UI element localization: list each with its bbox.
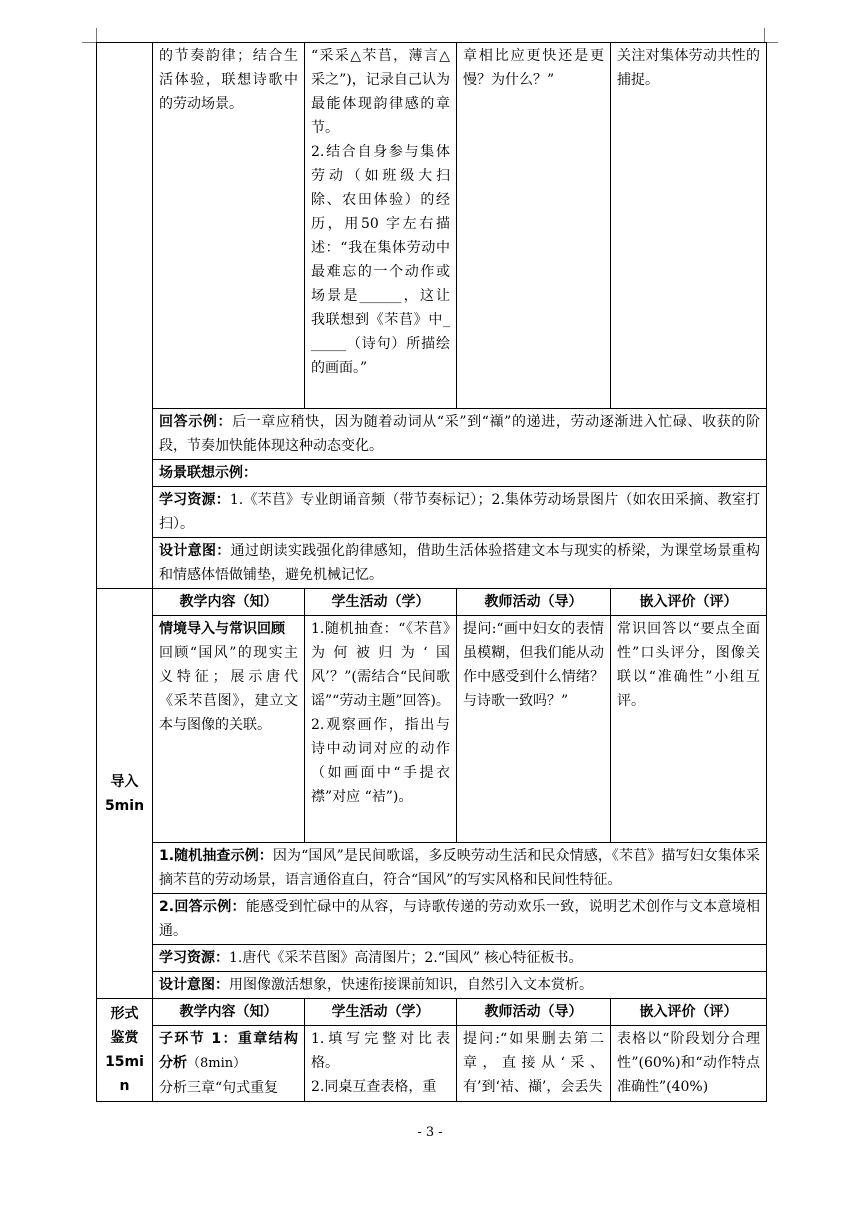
design-intent-cell bbox=[153, 538, 767, 589]
table-row bbox=[97, 843, 767, 894]
content-text: 回顾“国风”的现实主义特征；展示唐代《采芣苢图》，建立文本与图像的关联。 bbox=[159, 645, 298, 733]
resources-text: 1.唐代《采芣苢图》高清图片；2.“国风” 核心特征板书。 bbox=[229, 950, 583, 966]
header-student: 学生活动（学） bbox=[305, 589, 457, 616]
answer-example-cell bbox=[153, 894, 767, 945]
scene-example-label: 场景联想示例： bbox=[159, 465, 257, 481]
teacher-activity-text: 提问:“如果删去第二章，直接从‘采、有’到‘袺、襭’，会丢失 bbox=[463, 1031, 604, 1095]
header-content: 教学内容（知） bbox=[153, 999, 305, 1026]
stage-line-2: 鉴赏 bbox=[110, 1030, 139, 1046]
content-title: 情境导入与常识回顾 bbox=[159, 621, 285, 637]
design-intent-label: 设计意图： bbox=[159, 977, 229, 993]
resources-label: 学习资源： bbox=[159, 492, 230, 508]
answer-example-text: 能感受到忙碌中的从容，与诗歌传递的劳动欢乐一致，说明艺术创作与文本意境相通。 bbox=[159, 899, 761, 939]
evaluation-cell bbox=[611, 1026, 767, 1102]
content-text: 的节奏韵律；结合生活体验，联想诗歌中的劳动场景。 bbox=[159, 48, 298, 112]
resources-cell bbox=[153, 487, 767, 538]
evaluation-text: 常识回答以“要点全面性”口头评分，图像关联以“准确性”小组互评。 bbox=[617, 621, 760, 709]
content-cell bbox=[153, 43, 305, 409]
content-text: 分析三章“句式重复 bbox=[159, 1080, 279, 1096]
content-cell bbox=[153, 616, 305, 843]
stage-name: 导入 bbox=[110, 773, 139, 790]
content-time: （8min） bbox=[187, 1056, 247, 1071]
header-evaluation: 嵌入评价（评） bbox=[611, 999, 767, 1026]
lesson-plan-table bbox=[96, 42, 767, 1102]
student-activity-cell bbox=[305, 1026, 457, 1102]
resources-cell bbox=[153, 945, 767, 972]
table-row bbox=[97, 43, 767, 409]
header-evaluation: 嵌入评价（评） bbox=[611, 589, 767, 616]
resources-text: 1.《芣苢》专业朗诵音频（带节奏标记）；2.集体劳动场景图片（如农田采摘、教室打扫）。 bbox=[159, 492, 760, 532]
scene-example-cell bbox=[153, 460, 767, 487]
student-activity-1: “采采△芣苢，薄言△采之”)，记录自己认为最能体现韵律感的章节。 bbox=[311, 48, 450, 136]
answer-example-cell bbox=[153, 409, 767, 460]
evaluation-cell bbox=[611, 43, 767, 409]
header-teacher: 教师活动（导） bbox=[457, 999, 611, 1026]
stage-cell-empty bbox=[97, 43, 153, 589]
random-check-label: 1.随机抽查示例： bbox=[159, 848, 273, 864]
table-row bbox=[97, 999, 767, 1026]
stage-cell-intro bbox=[97, 589, 153, 999]
table-row bbox=[97, 1026, 767, 1102]
design-intent-text: 用图像激活想象，快速衔接课前知识，自然引入文本赏析。 bbox=[229, 977, 593, 993]
teacher-activity-cell bbox=[457, 1026, 611, 1102]
student-activity-2: 2.结合自身参与集体劳动（如班级大扫除、农田体验）的经历，用50 字左右描述：“我在集体劳动中最难忘的一个动作或场景是______，这让我联想到《芣苢》中______（诗句）所描绘的画面。” bbox=[311, 144, 450, 376]
evaluation-text: 表格以“阶段划分合理性”(60%)和“动作特点准确性”(40%) bbox=[617, 1031, 760, 1095]
stage-cell-form bbox=[97, 999, 153, 1102]
answer-example-text: 后一章应稍快，因为随着动词从“采”到“襭”的递进，劳动逐渐进入忙碌、收获的阶段，节奏加快能体现这种动态变化。 bbox=[159, 414, 760, 454]
teacher-activity-text: 提问:“画中妇女的表情虽模糊，但我们能从动作中感受到什么情绪？ 与诗歌一致吗？” bbox=[463, 621, 604, 709]
header-teacher: 教师活动（导） bbox=[457, 589, 611, 616]
student-activity-cell bbox=[305, 616, 457, 843]
table-row bbox=[97, 538, 767, 589]
header-content: 教学内容（知） bbox=[153, 589, 305, 616]
table-row bbox=[97, 460, 767, 487]
table-row bbox=[97, 589, 767, 616]
random-check-text: 因为“国风”是民间歌谣，多反映劳动生活和民众情感，《芣苢》描写妇女集体采摘芣苢的劳动场景，语言通俗直白，符合“国风”的写实风格和民间性特征。 bbox=[159, 848, 760, 888]
table-row bbox=[97, 945, 767, 972]
design-intent-cell bbox=[153, 972, 767, 999]
student-activity-2: 2.观察画作，指出与诗中动词对应的动作（如画面中“手提衣襟”对应 “袺”)。 bbox=[311, 717, 450, 805]
design-intent-label: 设计意图： bbox=[159, 543, 231, 559]
page-number: - 3 - bbox=[417, 1125, 443, 1140]
student-activity-cell bbox=[305, 43, 457, 409]
evaluation-text: 关注对集体劳动共性的捕捉。 bbox=[617, 48, 760, 88]
stage-time: 5min bbox=[104, 797, 145, 814]
stage-line-1: 形式 bbox=[110, 1006, 139, 1022]
student-activity-1: 1.随机抽查：“《芣苢》为何被归为‘国风’？”(需结合“民间歌谣”“劳动主题”回答)。 bbox=[311, 621, 450, 709]
student-activity-2: 2.同桌互查表格，重 bbox=[311, 1079, 437, 1095]
answer-example-label: 2.回答示例： bbox=[159, 899, 246, 915]
header-student: 学生活动（学） bbox=[305, 999, 457, 1026]
table-row bbox=[97, 894, 767, 945]
content-cell bbox=[153, 1026, 305, 1102]
teacher-activity-text: 章相比应更快还是更慢？为什么？” bbox=[463, 48, 604, 88]
table-row bbox=[97, 972, 767, 999]
teacher-activity-cell bbox=[457, 43, 611, 409]
stage-time: 15min bbox=[105, 1054, 144, 1094]
student-activity-1: 1.填写完整对比表格。 bbox=[311, 1031, 450, 1071]
random-check-example-cell bbox=[153, 843, 767, 894]
table-row bbox=[97, 616, 767, 843]
answer-example-label: 回答示例： bbox=[159, 414, 233, 430]
table-row bbox=[97, 409, 767, 460]
teacher-activity-cell bbox=[457, 616, 611, 843]
design-intent-text: 通过朗读实践强化韵律感知，借助生活体验搭建文本与现实的桥梁，为课堂场景重构和情感体悟做铺垫，避免机械记忆。 bbox=[159, 543, 761, 583]
content-title: 子环节 1：重章结构分析 bbox=[159, 1031, 298, 1071]
table-row bbox=[97, 487, 767, 538]
resources-label: 学习资源： bbox=[159, 950, 229, 966]
evaluation-cell bbox=[611, 616, 767, 843]
